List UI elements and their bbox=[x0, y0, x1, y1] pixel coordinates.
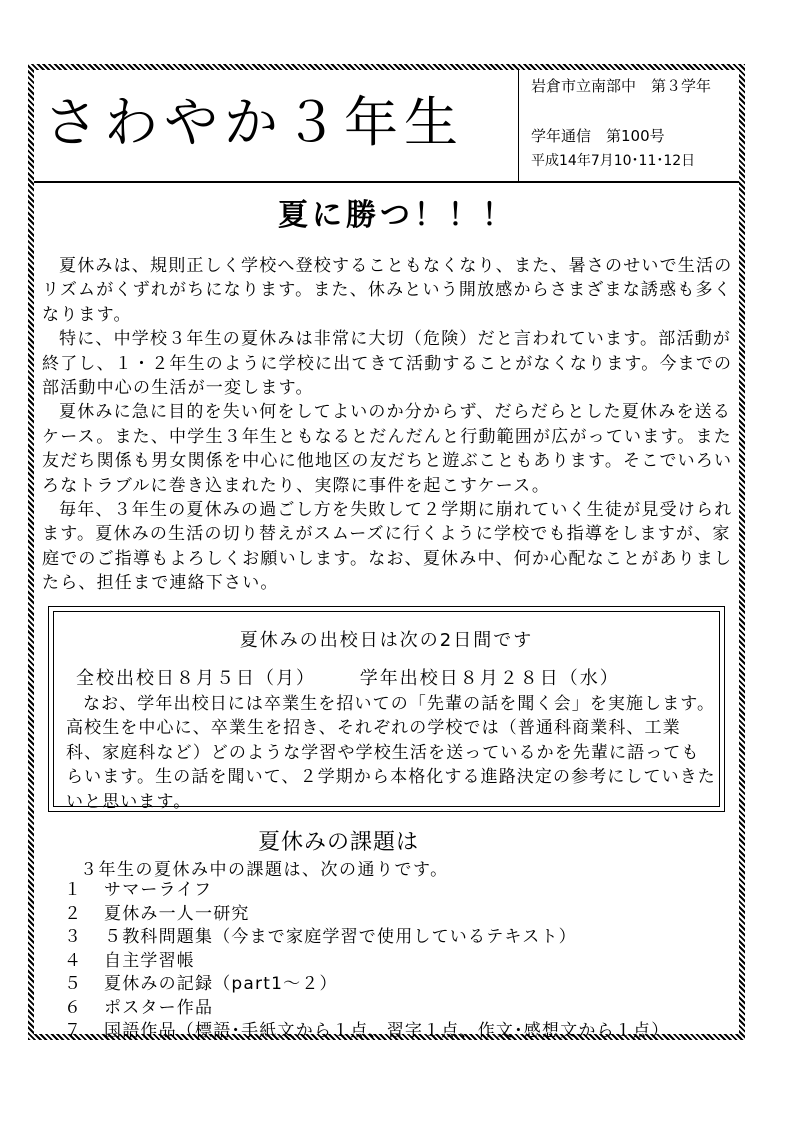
issue-info-box bbox=[518, 70, 739, 181]
list-item bbox=[60, 997, 669, 1021]
item-text: ５教科問題集（今まで家庭学習で使用しているテキスト） bbox=[104, 927, 577, 947]
paragraph: 特に、中学校３年生の夏休みは非常に大切（危険）だと言われています。部活動が終了し、１・２年生のように学校に出てきて活動することがなくなります。今までの部活動中心の生活が一変します。 bbox=[42, 329, 733, 399]
assignments-title: 夏休みの課題は bbox=[258, 830, 420, 855]
notice-inner-border bbox=[53, 611, 720, 812]
list-item bbox=[60, 879, 669, 903]
list-item bbox=[60, 1020, 669, 1044]
notice-dates bbox=[76, 664, 656, 690]
notice-text bbox=[66, 692, 716, 814]
notice-title: 夏休みの出校日は次の2日間です bbox=[239, 630, 534, 651]
item-text: 自主学習帳 bbox=[104, 950, 195, 971]
assignments-intro: ３年生の夏休み中の課題は、次の通りです。 bbox=[80, 860, 449, 880]
list-item bbox=[60, 973, 669, 997]
school-name: 岩倉市立南部中 第３学年 bbox=[531, 77, 712, 95]
paragraph: 夏休みは、規則正しく学校へ登校することもなくなり、また、暑さのせいで生活のリズムがくずれがちになります。また、休みという開放感からさまざまな誘惑も多くなります。 bbox=[42, 256, 733, 325]
item-number: １ bbox=[64, 880, 83, 900]
item-text: 国語作品（標語･手紙文から１点、習字１点、作文･感想文から１点） bbox=[104, 1021, 670, 1041]
school-day-all: 全校出校日８月５日（月） bbox=[76, 668, 316, 689]
item-number: ７ bbox=[64, 1021, 83, 1041]
issue-date: 平成14年7月10･11･12日 bbox=[531, 153, 696, 169]
item-number: ２ bbox=[64, 903, 83, 924]
article-body bbox=[42, 254, 742, 596]
school-days-notice-box bbox=[48, 606, 725, 812]
list-item bbox=[60, 950, 669, 974]
assignments-list bbox=[60, 879, 669, 1044]
item-text: 夏休みの記録（part1～２） bbox=[104, 974, 338, 994]
newsletter-title: さわやか３年生 bbox=[44, 91, 464, 154]
item-number: ５ bbox=[64, 974, 83, 994]
paragraph: 毎年、３年生の夏休みの過ごし方を失敗して２学期に崩れていく生徒が見受けられます。夏休みの生活の切り替えがスムーズに行くように学校でも指導をしますが、家庭でのご指導もよろしくお願いします。なお、夏休み中、何か心配なことがありましたら、担任まで連絡下さい。 bbox=[42, 500, 733, 594]
newsletter-number: 学年通信 第100号 bbox=[531, 127, 665, 145]
item-number: ６ bbox=[64, 997, 83, 1018]
item-text: サマーライフ bbox=[104, 880, 213, 900]
item-number: ４ bbox=[64, 950, 83, 971]
item-text: 夏休み一人一研究 bbox=[104, 903, 250, 924]
paragraph: 夏休みに急に目的を失い何をしてよいのか分からず、だらだらとした夏休みを送るケース。また、中学生３年生ともなるとだんだんと行動範囲が広がっています。また友だち関係も男女関係を中心に他地区の友だちと遊ぶこともあります。そこでいろいろなトラブルに巻き込まれたり、実際に事件を起こすケース。 bbox=[42, 402, 733, 496]
notice-paragraph: なお、学年出校日には卒業生を招いての「先輩の話を聞く会」を実施します。高校生を中心に、卒業生を招き、それぞれの学校では（普通科商業科、工業科、家庭科など）どのような学習や学校生活を送っているかを先輩に語ってもらいます。生の話を聞いて、２学期から本格化する進路決定の参考にしていきたいと思います。 bbox=[66, 694, 716, 812]
item-text: ポスター作品 bbox=[104, 997, 214, 1018]
article-headline: 夏に勝つ！！！ bbox=[278, 198, 516, 233]
list-item bbox=[60, 903, 669, 927]
list-item bbox=[60, 926, 669, 950]
item-number: ３ bbox=[64, 927, 83, 947]
school-day-grade: 学年出校日８月２８日（水） bbox=[359, 668, 620, 689]
newsletter-header bbox=[34, 70, 739, 183]
